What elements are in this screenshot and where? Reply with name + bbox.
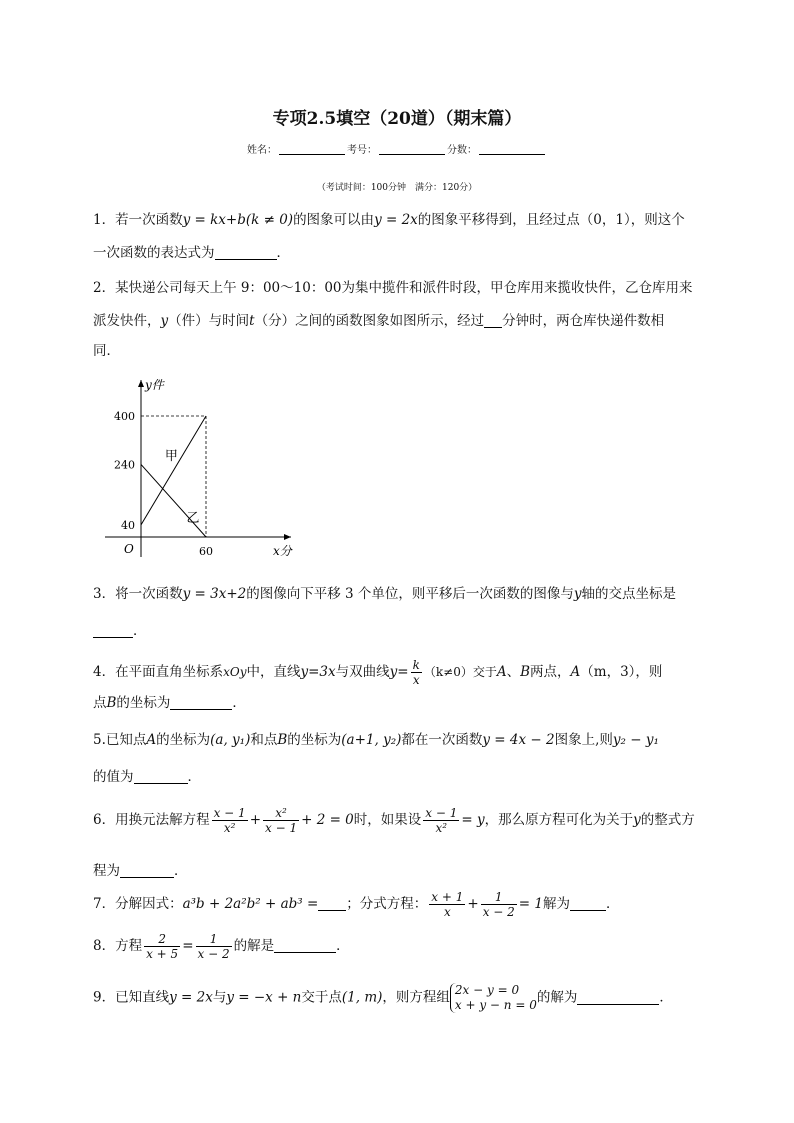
series-line-1 — [141, 416, 206, 525]
y-axis-label: y件 — [145, 378, 164, 392]
formula: a³b + 2a²b² + ab³ = — [182, 896, 319, 912]
name-label: 姓名： — [247, 145, 277, 156]
text: 的解为 — [536, 989, 578, 1006]
text: 方程 — [115, 938, 143, 954]
series-line-2 — [141, 464, 206, 537]
text: 轴的交点坐标是 — [581, 586, 677, 602]
text: 的坐标为 — [116, 695, 171, 711]
numerator: k — [412, 658, 420, 672]
answer-blank[interactable] — [120, 864, 174, 878]
numerator: x² — [263, 806, 299, 821]
fraction — [144, 932, 180, 961]
var: A — [496, 664, 507, 680]
text: 的值为 — [93, 769, 134, 785]
fraction — [481, 890, 517, 919]
numerator: x − 1 — [425, 806, 458, 820]
y-tick-label: 40 — [121, 518, 135, 532]
question-7-line-1 — [93, 890, 620, 919]
question-number: 7． — [93, 896, 116, 912]
fraction — [263, 806, 299, 835]
text: ，那么原方程可化为关于 — [484, 812, 634, 828]
text: 、 — [506, 664, 521, 680]
question-number: 6． — [93, 812, 116, 828]
text: 解为 — [543, 896, 570, 912]
formula: (a+1, y₂) — [341, 732, 402, 748]
question-number: 9． — [93, 989, 116, 1006]
y-tick-label: 240 — [114, 458, 135, 472]
var: xOy — [223, 665, 247, 679]
text: ． — [659, 989, 673, 1006]
text: 派发快件， — [93, 313, 161, 329]
answer-blank[interactable] — [274, 939, 336, 953]
formula: y = 3x+2 — [182, 586, 247, 602]
answer-blank[interactable] — [577, 991, 659, 1005]
question-9-line-1 — [93, 983, 673, 1013]
equation-system — [450, 983, 537, 1013]
text: 交于点 — [301, 989, 342, 1006]
formula: = y — [461, 812, 485, 828]
text: 分钟时，两仓库快递件数相 — [502, 313, 665, 329]
formula: y=3x — [300, 664, 336, 680]
text: 时，如果设 — [353, 812, 422, 828]
denominator: x − 1 — [265, 821, 298, 835]
numerator: x − 1 — [213, 806, 246, 820]
text: 已知点 — [105, 732, 147, 748]
numerator: x + 1 — [431, 890, 464, 904]
numerator: 2 — [144, 932, 180, 947]
text: 已知直线 — [115, 989, 170, 1006]
var: y — [573, 586, 582, 602]
text: ． — [606, 896, 620, 912]
text: 和点 — [250, 732, 278, 748]
text: ． — [336, 938, 350, 954]
text: ． — [187, 769, 201, 785]
answer-blank-1[interactable] — [318, 897, 346, 911]
question-2-line-1: 2．某快递公司每天上午 9：00～10：00为集中揽件和派件时段，甲仓库用来揽收快件，乙仓库用来 — [93, 280, 693, 296]
text: ，则方程组 — [382, 989, 450, 1006]
text: 与双曲线 — [335, 664, 390, 680]
formula: (1, m) — [341, 989, 383, 1006]
formula: y= — [389, 664, 409, 680]
formula: y = −x + n — [226, 989, 302, 1006]
answer-blank[interactable] — [134, 770, 188, 784]
function-graph — [95, 372, 305, 564]
operator: + — [249, 812, 261, 828]
answer-blank-2[interactable] — [570, 897, 606, 911]
text: 的整式方 — [640, 812, 695, 828]
formula: y = 4x − 2 — [482, 732, 555, 748]
question-5-line-2 — [93, 769, 201, 785]
formula: y = 2x — [169, 989, 213, 1006]
denominator: x² — [223, 821, 236, 835]
text: 在平面直角坐标系 — [115, 664, 224, 680]
text: 的坐标为 — [156, 732, 211, 748]
fraction — [429, 890, 465, 919]
formula: y = kx+b(k ≠ 0) — [182, 212, 294, 228]
text: 中，直线 — [246, 664, 301, 680]
text: 用换元法解方程 — [115, 812, 210, 828]
var: A — [570, 664, 581, 680]
text: 分解因式： — [115, 896, 183, 912]
numerator: 1 — [196, 932, 232, 947]
text: 的图象平移得到，且经过点（0，1），则这个 — [417, 212, 685, 228]
page-title: 专项2.5填空（20道）（期末篇） — [272, 109, 522, 129]
formula: y = 2x — [374, 212, 418, 228]
text: 将一次函数 — [115, 586, 183, 602]
text: 若一次函数 — [115, 212, 183, 228]
answer-blank[interactable] — [170, 696, 232, 710]
formula: (a, y₁) — [210, 732, 251, 748]
var: y — [633, 812, 641, 828]
number-label: 考号： — [347, 145, 377, 156]
text: ． — [174, 863, 188, 879]
text: 与 — [212, 989, 227, 1006]
question-number: 4． — [93, 664, 116, 680]
question-2-line-3: 同． — [93, 343, 120, 359]
question-5-line-1 — [93, 732, 659, 748]
question-number: 5. — [93, 732, 106, 748]
text: 两点， — [530, 664, 571, 680]
answer-blank[interactable] — [215, 246, 277, 260]
text: 的图像向下平移 3 个单位，则平移后一次函数的图像与 — [246, 586, 574, 602]
question-4-line-1 — [93, 658, 662, 687]
numerator: 1 — [481, 890, 517, 905]
denominator: x² — [435, 821, 448, 835]
text: ． — [232, 695, 246, 711]
var: B — [277, 732, 288, 748]
formula: + 2 = 0 — [301, 812, 354, 828]
question-4-line-2 — [93, 695, 246, 711]
answer-blank[interactable] — [93, 624, 133, 638]
text: （分）之间的函数图象如图所示，经过 — [254, 313, 485, 329]
text: 的坐标为 — [287, 732, 342, 748]
question-6-line-2 — [93, 863, 188, 879]
text: 一次函数的表达式为 — [93, 245, 215, 261]
text: ． — [133, 623, 147, 639]
operator: = — [182, 938, 194, 954]
text: 点 — [93, 695, 107, 711]
question-3-line-1 — [93, 586, 676, 602]
exam-note: （考试时间：100分钟 满分：120分） — [316, 183, 478, 193]
fraction-k-over-x — [411, 658, 422, 687]
text: 程为 — [93, 863, 120, 879]
answer-blank[interactable] — [484, 314, 502, 328]
text: ． — [276, 245, 290, 261]
text: （件）与时间 — [168, 313, 250, 329]
formula: y₂ − y₁ — [612, 732, 659, 748]
text: 的图象可以由 — [293, 212, 375, 228]
text: 的解是 — [233, 938, 275, 954]
var: y — [160, 313, 169, 329]
number-blank[interactable] — [379, 154, 445, 155]
equation-1: 2x − y = 0 — [454, 983, 520, 997]
question-6-line-1 — [93, 806, 695, 835]
denominator: x — [412, 673, 420, 687]
fraction — [196, 932, 232, 961]
question-number: 1． — [93, 212, 116, 228]
fraction — [212, 806, 248, 835]
denominator: x — [443, 905, 451, 919]
origin-label: O — [124, 542, 134, 556]
question-number: 8． — [93, 938, 116, 954]
question-2-line-2 — [93, 313, 664, 329]
text: （m，3），则 — [580, 664, 663, 680]
fraction — [423, 806, 459, 835]
question-number: 3． — [93, 586, 116, 602]
equation-2: x + y − n = 0 — [454, 998, 537, 1012]
series-label-2: 乙 — [186, 510, 200, 526]
score-blank[interactable] — [479, 154, 545, 155]
text: ；分式方程： — [346, 896, 428, 912]
operator: + — [467, 896, 479, 912]
y-tick-label: 400 — [114, 410, 135, 423]
text: 都在一次函数 — [401, 732, 483, 748]
text: （k≠0）交于 — [423, 665, 497, 679]
denominator: x + 5 — [146, 947, 179, 961]
var: B — [520, 664, 531, 680]
score-label: 分数： — [447, 145, 477, 156]
text: 图象上,则 — [554, 732, 613, 748]
x-tick-label: 60 — [199, 545, 213, 558]
series-label-1: 甲 — [164, 448, 178, 464]
question-1-line-1 — [93, 212, 685, 228]
student-info-line — [0, 141, 794, 156]
var: t — [249, 313, 255, 329]
question-1-line-2 — [93, 245, 290, 261]
var: B — [106, 695, 117, 711]
question-3-line-2 — [93, 623, 147, 639]
formula: = 1 — [518, 896, 543, 912]
x-axis-label: x分 — [273, 544, 292, 558]
denominator: x − 2 — [197, 947, 230, 961]
denominator: x − 2 — [482, 905, 515, 919]
question-8-line-1 — [93, 932, 350, 961]
name-blank[interactable] — [279, 154, 345, 155]
var: A — [146, 732, 157, 748]
